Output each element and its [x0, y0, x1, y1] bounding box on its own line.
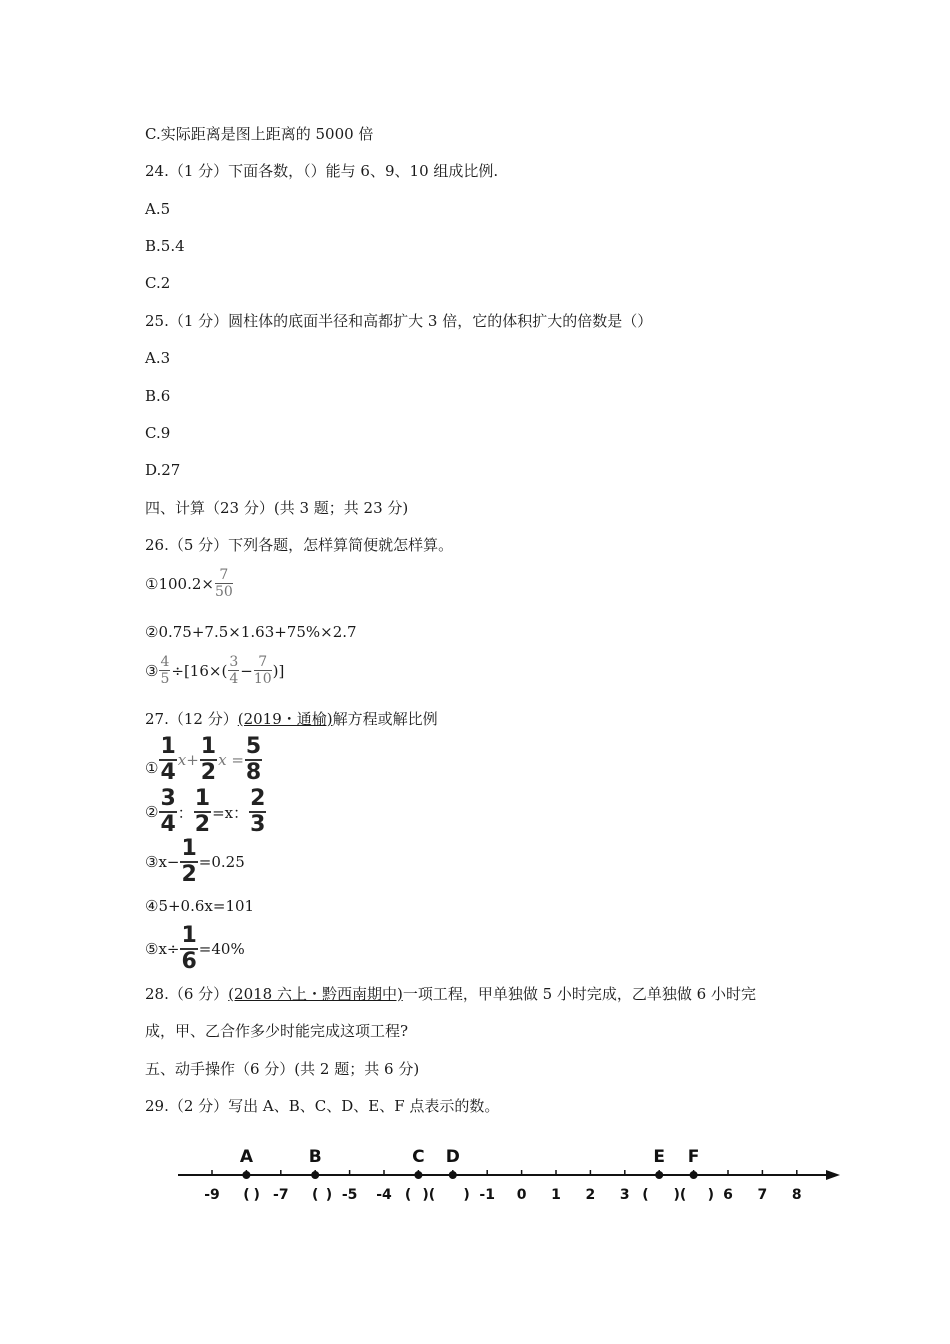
q27-equation-4: ④5+0.6x=101 — [145, 897, 255, 915]
fraction — [249, 788, 266, 836]
denominator: 4 — [160, 760, 176, 785]
q28-text-line2: 成，甲、乙合作多少时能完成这项工程? — [145, 1022, 409, 1040]
numerator: 7 — [215, 568, 233, 584]
q26-item-1 — [145, 568, 234, 599]
eq2-mid: =x： — [212, 803, 249, 822]
fraction — [180, 925, 197, 973]
eq2-prefix: ② — [145, 803, 159, 821]
number-line-tick-labels — [204, 1187, 801, 1203]
q24-option-b: B.5.4 — [145, 237, 185, 255]
eq5-suffix: =40% — [198, 940, 245, 958]
q27-equation-3 — [145, 838, 245, 886]
tick-label: -7 — [273, 1187, 289, 1203]
q26-item3-suffix: )] — [272, 661, 285, 680]
denominator: 4 — [160, 812, 176, 837]
tick-label: ) — [253, 1187, 260, 1203]
numerator: 4 — [160, 654, 170, 670]
q24-text: 24.（1 分）下面各数，（）能与 6、9、10 组成比例. — [145, 162, 499, 180]
q26-item3-mid: ÷[16×( — [171, 661, 228, 680]
point-dot — [242, 1171, 250, 1179]
q27-equation-2 — [145, 788, 267, 836]
q27-head: 27.（12 分） — [145, 710, 238, 728]
tick-label: )( — [673, 1187, 687, 1203]
q26-text: 26.（5 分）下列各题，怎样算简便就怎样算。 — [145, 536, 454, 554]
fraction — [159, 788, 176, 836]
numerator: 7 — [254, 655, 272, 671]
q25-option-b: B.6 — [145, 387, 171, 405]
fraction — [254, 655, 272, 686]
eq1-x-term: x+ — [177, 751, 199, 769]
denominator: 3 — [250, 812, 266, 837]
eq1-x-equals: x = — [218, 751, 244, 769]
q26-item3-prefix: ③ — [145, 661, 159, 680]
denominator: 4 — [229, 671, 239, 687]
point-dot — [449, 1171, 457, 1179]
numerator: 2 — [250, 786, 266, 811]
numerator: 1 — [181, 836, 197, 861]
q27-source-link[interactable]: (2019・通榆) — [237, 710, 333, 728]
eq1-prefix: ① — [145, 759, 159, 777]
denominator: 50 — [214, 584, 233, 600]
q29-text: 29.（2 分）写出 A、B、C、D、E、F 点表示的数。 — [145, 1097, 500, 1115]
eq2-ratio-sign: ： — [177, 803, 193, 822]
point-label: F — [687, 1147, 700, 1167]
q24-option-c: C.2 — [145, 274, 171, 292]
tick-label: -5 — [341, 1187, 358, 1203]
point-label: A — [239, 1147, 253, 1167]
q27-equation-5 — [145, 925, 245, 973]
section-5-heading: 五、动手操作（6 分）(共 2 题；共 6 分) — [145, 1060, 420, 1078]
tick-label: -1 — [479, 1187, 495, 1203]
tick-label: ( — [642, 1187, 649, 1203]
eq3-prefix: ③x− — [145, 853, 180, 871]
point-dot — [690, 1171, 698, 1179]
point-dot — [414, 1171, 422, 1179]
q27-equation-1 — [145, 736, 263, 784]
point-dot — [655, 1171, 663, 1179]
q24-option-a: A.5 — [145, 200, 171, 218]
denominator: 2 — [194, 812, 211, 837]
eq5-prefix: ⑤x÷ — [145, 940, 180, 958]
minus-sign: − — [240, 661, 253, 680]
tick-label: ) — [463, 1187, 470, 1203]
q28-text — [145, 984, 756, 1004]
denominator: 2 — [200, 760, 217, 785]
tick-label: 1 — [551, 1187, 561, 1203]
tick-label: -9 — [204, 1187, 220, 1203]
q25-text: 25.（1 分）圆柱体的底面半径和高都扩大 3 倍，它的体积扩大的倍数是（） — [145, 312, 653, 330]
tick-label: 2 — [585, 1187, 596, 1203]
tick-label: 6 — [723, 1187, 733, 1203]
tick-label: -4 — [376, 1187, 392, 1203]
fraction — [180, 838, 197, 886]
numerator: 1 — [194, 786, 211, 811]
q23-option-c: C.实际距离是图上距离的 5000 倍 — [145, 125, 374, 143]
q25-option-a: A.3 — [145, 349, 171, 367]
denominator: 6 — [181, 949, 197, 974]
point-label: C — [412, 1147, 425, 1167]
point-label: E — [653, 1147, 666, 1167]
q27-title: 解方程或解比例 — [332, 710, 438, 728]
q27-text — [145, 709, 438, 729]
eq3-suffix: =0.25 — [198, 853, 245, 871]
fraction — [200, 736, 217, 784]
q28-source-link[interactable]: (2018 六上・黔西南期中) — [228, 985, 403, 1003]
fraction — [194, 788, 211, 836]
fraction — [245, 736, 262, 784]
point-dot — [311, 1171, 319, 1179]
numerator: 1 — [160, 734, 176, 759]
q25-option-c: C.9 — [145, 424, 171, 442]
section-4-heading: 四、计算（23 分）(共 3 题；共 23 分) — [145, 499, 409, 517]
denominator: 8 — [245, 760, 262, 785]
q25-option-d: D.27 — [145, 461, 181, 479]
tick-label: ( — [311, 1187, 319, 1203]
q26-item-3 — [145, 655, 284, 686]
denominator: 5 — [160, 671, 170, 687]
tick-label: ( — [404, 1187, 412, 1203]
tick-label: 7 — [757, 1187, 768, 1203]
fraction — [159, 655, 170, 686]
numerator: 5 — [245, 734, 262, 759]
denominator: 10 — [253, 671, 272, 687]
point-label: B — [308, 1147, 322, 1167]
tick-label: 0 — [516, 1187, 527, 1203]
tick-label: )( — [422, 1187, 436, 1203]
q28-head: 28.（6 分） — [145, 985, 229, 1003]
tick-label: 3 — [619, 1187, 630, 1203]
q26-item1-prefix: ①100.2× — [145, 574, 214, 593]
numerator: 3 — [229, 654, 239, 670]
numerator: 3 — [160, 786, 176, 811]
numerator: 1 — [200, 734, 217, 759]
fraction — [228, 655, 239, 686]
numerator: 1 — [181, 923, 197, 948]
number-line-axis — [178, 1170, 840, 1180]
denominator: 2 — [181, 862, 197, 887]
axis-arrowhead — [826, 1170, 840, 1180]
q28-body: 一项工程，甲单独做 5 小时完成，乙单独做 6 小时完 — [402, 985, 756, 1003]
tick-label: ) — [325, 1187, 333, 1203]
fraction — [159, 736, 176, 784]
number-line-figure — [170, 1135, 850, 1215]
fraction — [215, 568, 233, 599]
tick-label: ) — [707, 1187, 715, 1203]
tick-label: 8 — [791, 1187, 802, 1203]
q26-item-2: ②0.75+7.5×1.63+75%×2.7 — [145, 623, 357, 641]
point-label: D — [445, 1147, 460, 1167]
tick-label: ( — [243, 1187, 250, 1203]
